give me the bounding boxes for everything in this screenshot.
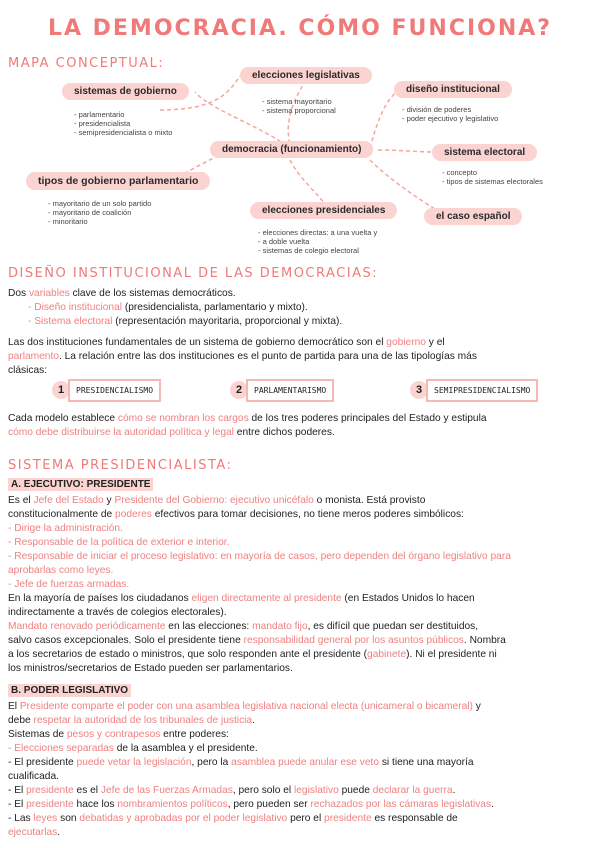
- ejecutivo-p3: En la mayoría de países los ciudadanos eligen directamente al presidente (en Estados Unidos lo hacen: [8, 593, 475, 604]
- legislativo-bullet-5: - Las leyes son debatidas y aprobadas por el poder legislativo pero el presidente es responsable de: [8, 813, 458, 824]
- diseno-line-8: cómo debe distribuirse la autoridad política y legal entre dichos poderes.: [8, 427, 335, 438]
- legislativo-bullet-4: - El presidente hace los nombramientos políticos, pero pueden ser rechazados por las cámaras legislativas.: [8, 799, 494, 810]
- diseno-line-6: clásicas:: [8, 365, 48, 376]
- ejecutivo-bullet-4: - Jefe de fuerzas armadas.: [8, 579, 130, 590]
- type-1-box: PRESIDENCIALISMO: [68, 379, 161, 402]
- ejecutivo-p4: indirectamente a través de colegios electorales).: [8, 607, 227, 618]
- notes-diseno-institucional: - división de poderes - poder ejecutivo y legislativo: [402, 105, 498, 123]
- diseno-heading: DISEÑO INSTITUCIONAL DE LAS DEMOCRACIAS:: [8, 266, 379, 281]
- ejecutivo-bullet-1: - Dirige la administración.: [8, 523, 123, 534]
- legislativo-bullet-5b: ejecutarlas.: [8, 827, 61, 838]
- type-3-box: SEMIPRESIDENCIALISMO: [426, 379, 538, 402]
- connector-electoral: [378, 150, 432, 152]
- type-2-number: 2: [230, 381, 248, 399]
- node-center-democracia: democracia (funcionamiento): [210, 141, 373, 158]
- legislativo-p1: El Presidente comparte el poder con una asamblea legislativa nacional electa (unicameral o bicameral) y: [8, 701, 481, 712]
- ejecutivo-bullet-3b: aprobarlas como leyes.: [8, 565, 114, 576]
- diseno-line-4: Las dos instituciones fundamentales de un sistema de gobierno democrático son el gobierno y el: [8, 337, 445, 348]
- type-3-number: 3: [410, 381, 428, 399]
- diseno-line-7: Cada modelo establece cómo se nombran los cargos de los tres poderes principales del Estado y estipula: [8, 413, 487, 424]
- ejecutivo-bullet-2: - Responsable de la política de exterior e interior.: [8, 537, 230, 548]
- page-title: LA DEMOCRACIA. CÓMO FUNCIONA?: [47, 16, 553, 41]
- presidencialista-heading: SISTEMA PRESIDENCIALISTA:: [8, 458, 233, 473]
- diseno-line-1: Dos variables clave de los sistemas democráticos.: [8, 288, 236, 299]
- node-tipos-parlamentario: tipos de gobierno parlamentario: [26, 172, 210, 190]
- notes-sistemas-gobierno: - parlamentario - presidencialista - semipresidencialista o mixto: [74, 110, 172, 137]
- ejecutivo-p8: los ministros/secretarios de Estado pueden ser parlamentarios.: [8, 663, 293, 674]
- connector-legislativas: [288, 82, 305, 150]
- node-elecciones-legislativas: elecciones legislativas: [240, 67, 372, 84]
- notes-tipos-parlamentario: - mayoritario de un solo partido - mayoritario de coalición - minoritario: [48, 199, 151, 226]
- type-2-box: PARLAMENTARISMO: [246, 379, 334, 402]
- legislativo-bullet-2: - El presidente puede vetar la legislación, pero la asamblea puede anular ese veto si tiene una mayoría: [8, 757, 474, 768]
- diseno-line-3: - Sistema electoral (representación mayoritaria, proporcional y mixta).: [28, 316, 343, 327]
- legislativo-bullet-2b: cualificada.: [8, 771, 59, 782]
- notes-sistema-electoral: - concepto - tipos de sistemas electorales: [442, 168, 543, 186]
- node-sistemas-gobierno: sistemas de gobierno: [62, 83, 189, 100]
- ejecutivo-p5: Mandato renovado periódicamente en las elecciones: mandato fijo, es difícil que puedan ser destituidos,: [8, 621, 479, 632]
- notes-elecciones-legislativas: - sistema mayoritario - sistema proporcional: [262, 97, 336, 115]
- connector-presidenciales: [290, 160, 325, 205]
- legislativo-bullet-3: - El presidente es el Jefe de las Fuerzas Armadas, pero solo el legislativo puede declarar la guerra.: [8, 785, 456, 796]
- legislativo-heading: B. PODER LEGISLATIVO: [8, 684, 131, 697]
- node-elecciones-presidenciales: elecciones presidenciales: [250, 202, 397, 219]
- diseno-line-2: - Diseño institucional (presidencialista, parlamentario y mixto).: [28, 302, 308, 313]
- ejecutivo-heading: A. EJECUTIVO: PRESIDENTE: [8, 478, 153, 491]
- node-sistema-electoral: sistema electoral: [432, 144, 537, 161]
- type-1-number: 1: [52, 381, 70, 399]
- ejecutivo-p1: Es el Jefe del Estado y Presidente del Gobierno: ejecutivo unicéfalo o monista. Está provisto: [8, 495, 426, 506]
- ejecutivo-bullet-3: - Responsable de iniciar el proceso legislativo: en mayoría de casos, pero dependen del órgano legislativo para: [8, 551, 511, 562]
- mapa-heading: MAPA CONCEPTUAL:: [8, 56, 165, 71]
- legislativo-p3: Sistemas de pesos y contrapesos entre poderes:: [8, 729, 229, 740]
- ejecutivo-p6: salvo casos excepcionales. Solo el presidente tiene responsabilidad general por los asuntos públicos. Nombra: [8, 635, 506, 646]
- connector-diseno: [370, 90, 400, 148]
- node-caso-espanol: el caso español: [424, 208, 522, 225]
- legislativo-bullet-1: - Elecciones separadas de la asamblea y el presidente.: [8, 743, 258, 754]
- node-diseno-institucional: diseño institucional: [394, 81, 512, 98]
- ejecutivo-p2: constitucionalmente de poderes efectivos para tomar decisiones, no tiene meros poderes simbólicos:: [8, 509, 464, 520]
- legislativo-p2: debe respetar la autoridad de los tribunales de justicia.: [8, 715, 255, 726]
- notes-elecciones-presidenciales: - elecciones directas: a una vuelta y - a doble vuelta - sistemas de colegio electoral: [258, 228, 377, 255]
- ejecutivo-p7: a los secretarios de estado o ministros, que solo responden ante el presidente (gabinete). Ni el presidente ni: [8, 649, 497, 660]
- diseno-line-5: parlamento. La relación entre las dos instituciones es el punto de partida para una de las tipologías más: [8, 351, 477, 362]
